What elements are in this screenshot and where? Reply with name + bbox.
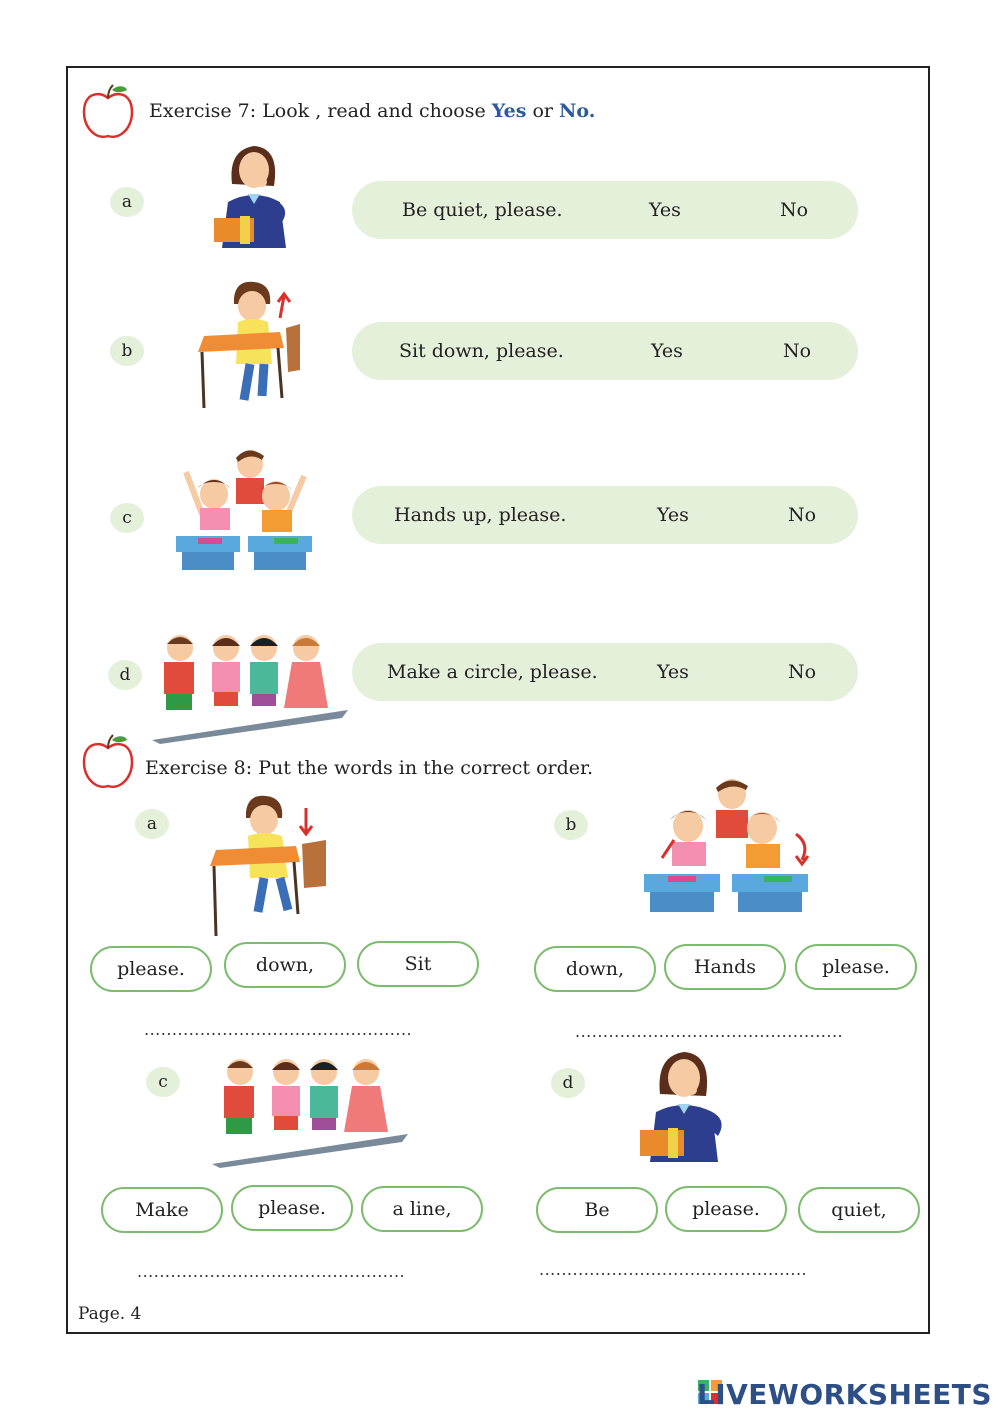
kids-hands-down-illustration: [640, 774, 816, 916]
word-card[interactable]: Sit: [357, 941, 479, 987]
brand-wordmark[interactable]: LIVEWORKSHEETS: [696, 1378, 992, 1411]
word-card[interactable]: Hands: [664, 944, 786, 990]
word-card[interactable]: please.: [795, 944, 917, 990]
teacher-be-quiet-illustration: [638, 1044, 734, 1162]
no-option[interactable]: No: [783, 340, 812, 362]
answer-line[interactable]: ................................................: [137, 1262, 406, 1281]
sentence: Sit down, please.: [399, 340, 564, 362]
no-option[interactable]: No: [788, 504, 817, 526]
item-letter: c: [146, 1067, 180, 1097]
item-letter: a: [110, 187, 144, 217]
no-option[interactable]: No: [780, 199, 809, 221]
word-card[interactable]: down,: [224, 942, 346, 988]
choice-pill-b: [352, 322, 858, 380]
page-number: Page. 4: [78, 1304, 142, 1324]
item-letter: b: [110, 336, 144, 366]
word-card[interactable]: Be: [536, 1187, 658, 1233]
sentence: Be quiet, please.: [402, 199, 563, 221]
item-letter: a: [135, 809, 169, 839]
word-card[interactable]: Make: [101, 1187, 223, 1233]
yes-option[interactable]: Yes: [657, 661, 689, 683]
choice-pill-a: [352, 181, 858, 239]
kids-circle-illustration: [152, 628, 348, 744]
answer-line[interactable]: ................................................: [575, 1022, 844, 1041]
yes-option[interactable]: Yes: [657, 504, 689, 526]
word-card[interactable]: please.: [231, 1185, 353, 1231]
sentence: Hands up, please.: [394, 504, 567, 526]
word-card[interactable]: quiet,: [798, 1187, 920, 1233]
kids-line-illustration: [212, 1052, 408, 1168]
item-letter: c: [110, 503, 144, 533]
exercise-7-heading: Exercise 7: Look , read and choose Yes or No.: [149, 100, 596, 122]
exercise-8-heading: Exercise 8: Put the words in the correct order.: [145, 757, 594, 779]
item-letter: b: [554, 810, 588, 840]
kids-hands-up-illustration: [176, 442, 316, 574]
teacher-quiet-illustration: [210, 136, 296, 248]
word-card[interactable]: please.: [665, 1186, 787, 1232]
answer-line[interactable]: ................................................: [144, 1020, 413, 1039]
sentence: Make a circle, please.: [387, 661, 598, 683]
word-card[interactable]: a line,: [361, 1186, 483, 1232]
item-letter: d: [108, 660, 142, 690]
boy-sitting-illustration: [188, 276, 312, 428]
yes-option[interactable]: Yes: [651, 340, 683, 362]
word-card[interactable]: please.: [90, 946, 212, 992]
item-letter: d: [551, 1068, 585, 1098]
no-option[interactable]: No: [788, 661, 817, 683]
choice-pill-d: [352, 643, 858, 701]
apple-icon: [80, 82, 136, 142]
choice-pill-c: [352, 486, 858, 544]
apple-icon: [80, 732, 136, 792]
boy-sit-down-illustration: [208, 792, 332, 940]
yes-option[interactable]: Yes: [649, 199, 681, 221]
word-card[interactable]: down,: [534, 946, 656, 992]
answer-line[interactable]: ................................................: [539, 1260, 808, 1279]
